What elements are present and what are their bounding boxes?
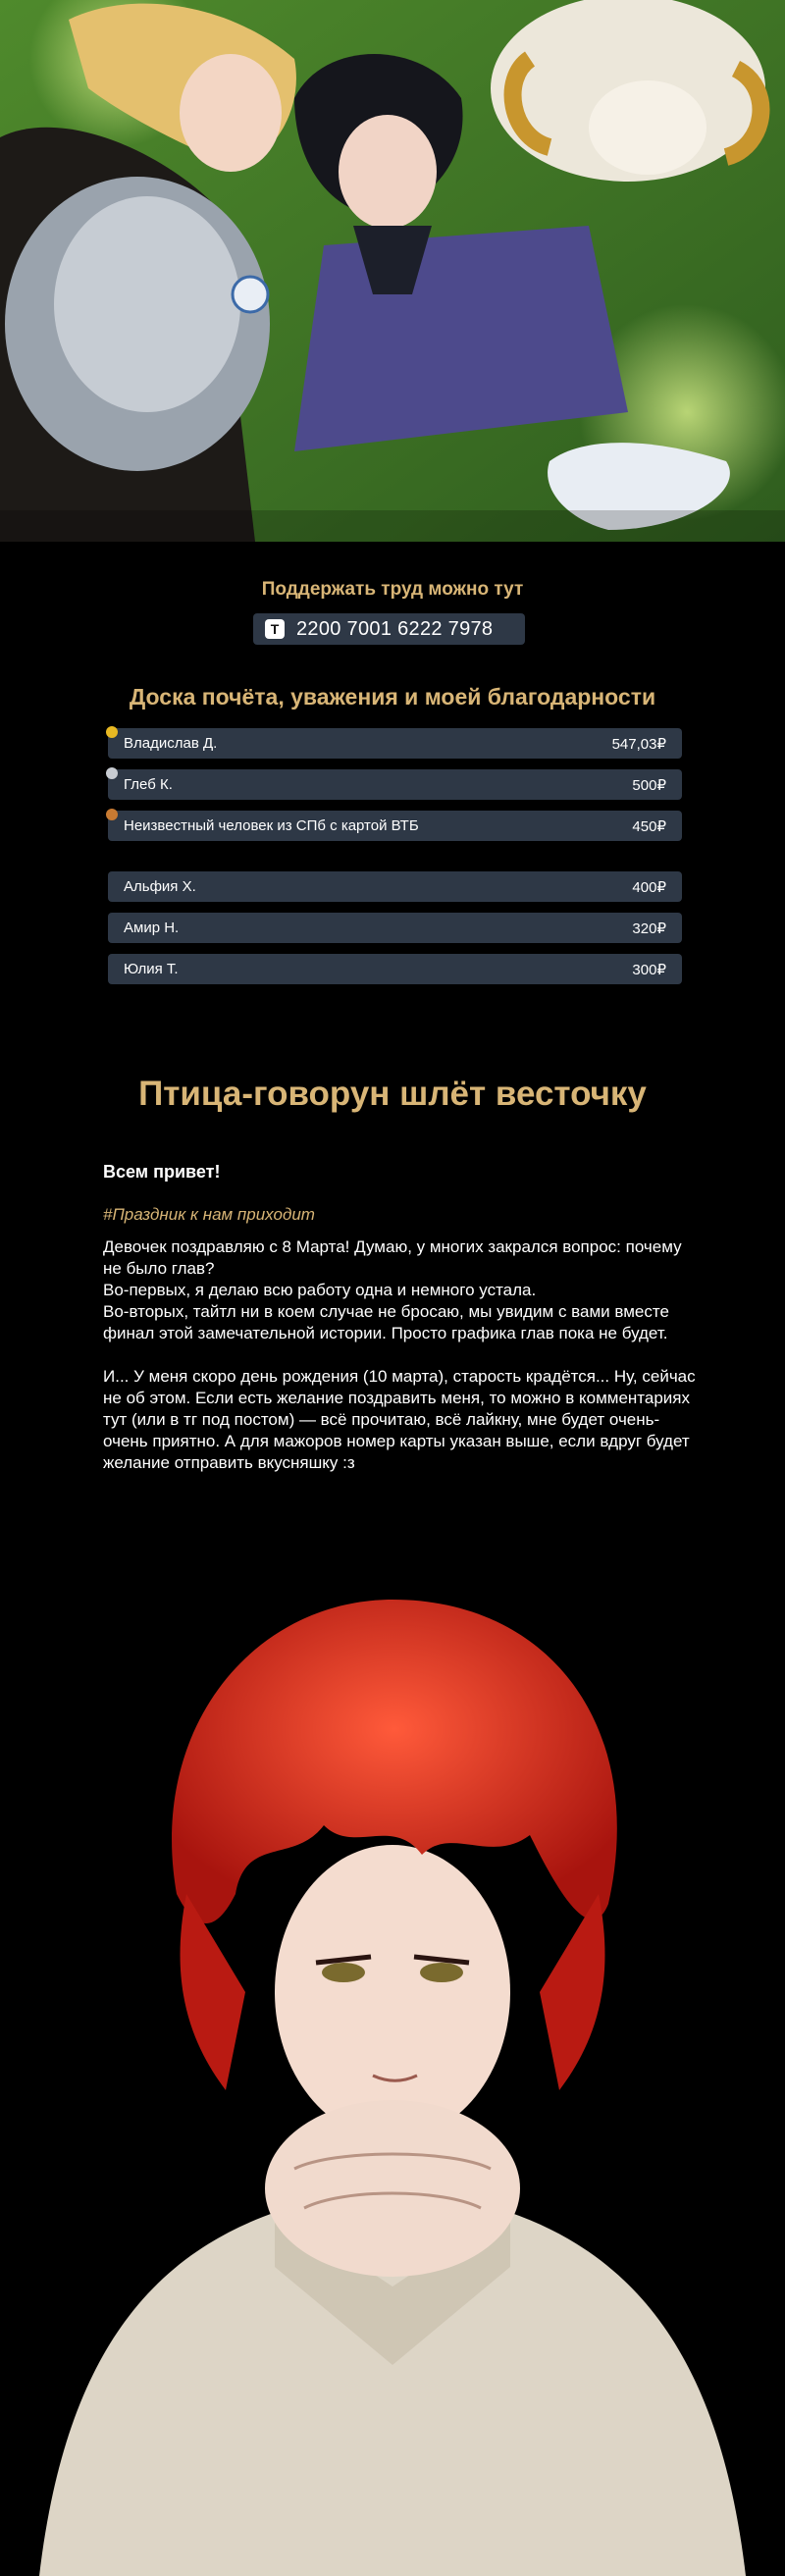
bronze-medal-icon xyxy=(106,809,118,820)
donor-amount: 400₽ xyxy=(632,878,666,896)
donor-name: Юлия Т. xyxy=(124,961,179,977)
news-paragraph: И... У меня скоро день рождения (10 марта), старость крадётся... Ну, сейчас не об этом. Если есть желание поздравить меня, то можно в комментариях тут (или в тг под постом) — всё прочитаю, всё лайкну, мне будет очень-очень приятно. А для мажоров номер карты указан выше, если вдруг будет желание отправить вкусняшку :з xyxy=(103,1367,696,1472)
news-body xyxy=(103,1236,702,1474)
donor-row xyxy=(108,913,682,943)
bank-logo-icon: T xyxy=(265,619,285,639)
donor-name: Альфия Х. xyxy=(124,878,196,895)
donor-row xyxy=(108,871,682,902)
support-label: Поддержать труд можно тут xyxy=(261,579,524,600)
gold-medal-icon xyxy=(106,726,118,738)
donor-name: Неизвестный человек из СПб с картой ВТБ xyxy=(124,817,419,834)
donor-row xyxy=(108,769,682,800)
donor-row xyxy=(108,954,682,984)
donor-amount: 547,03₽ xyxy=(611,735,666,753)
silver-medal-icon xyxy=(106,767,118,779)
donor-amount: 450₽ xyxy=(632,817,666,835)
hero-illustration xyxy=(0,0,785,542)
greeting: Всем привет! xyxy=(103,1162,221,1182)
honor-board-title: Доска почёта, уважения и моей благодарности xyxy=(129,684,656,710)
donor-row xyxy=(108,811,682,841)
donor-name: Амир Н. xyxy=(124,920,180,936)
news-title: Птица-говорун шлёт весточку xyxy=(138,1075,647,1113)
sleeping-characters-art xyxy=(0,0,785,542)
hashtag-link[interactable]: #Праздник к нам приходит xyxy=(103,1205,315,1224)
news-paragraph: Девочек поздравляю с 8 Марта! Думаю, у многих закрался вопрос: почему не было глав? xyxy=(103,1237,682,1278)
donor-name: Глеб К. xyxy=(124,776,173,793)
donor-amount: 300₽ xyxy=(632,961,666,978)
card-number-box[interactable] xyxy=(253,613,525,645)
news-paragraph: Во-вторых, тайтл ни в коем случае не бросаю, мы увидим с вами вместе финал этой замечательной истории. Просто графика глав пока не будет. xyxy=(103,1302,669,1342)
donor-amount: 320₽ xyxy=(632,920,666,937)
card-number[interactable]: 2200 7001 6222 7978 xyxy=(296,617,494,640)
donor-row xyxy=(108,728,682,759)
red-haired-character-art xyxy=(0,1580,785,2576)
donor-name: Владислав Д. xyxy=(124,735,218,752)
donor-amount: 500₽ xyxy=(632,776,666,794)
news-paragraph: Во-первых, я делаю всю работу одна и немного устала. xyxy=(103,1281,537,1299)
portrait-illustration xyxy=(0,1580,785,2576)
